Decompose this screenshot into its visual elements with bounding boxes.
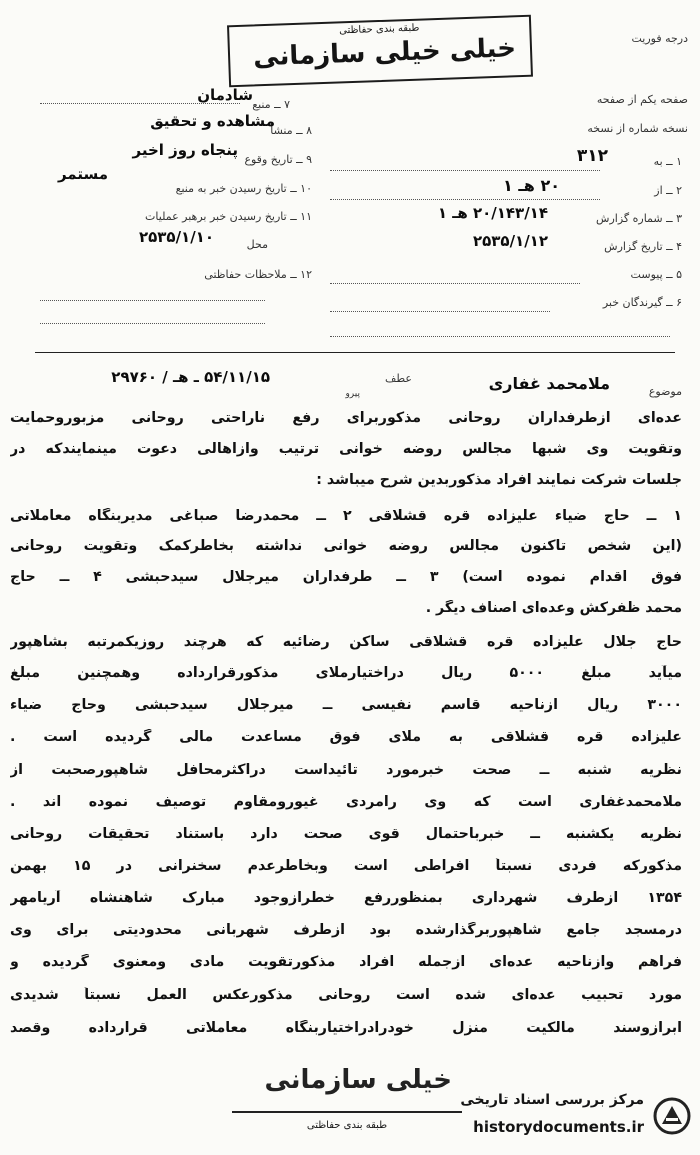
footer-stamp-scrawl: خیلی سازمانی	[264, 1065, 452, 1095]
body-line: مذکورکه فردی نسبتاً افراطی است وبخاطرعدم سخنرانی در ۱۵ بهمن	[10, 858, 682, 874]
archive-name: مرکز بررسی اسناد تاریخی	[460, 1092, 644, 1108]
dotted-line	[40, 103, 240, 104]
item-report-no-value: ۲۰/۱۴۳/۱۴ هـ ۱	[437, 204, 548, 222]
subject-value: ملامحمد غفاری	[488, 374, 610, 393]
item-ops-value: ۲۵۳۵/۱/۱۰	[138, 228, 214, 246]
body-line: فراهم وازناحیه عده‌ای ازجمله افراد مذکورتقویت مادی ومعنوی گردیده و	[10, 954, 682, 970]
body-line: عده‌ای ازطرفداران روحانی مذکوربرای رفع ناراحتی روحانی مزبوروحمایت	[10, 410, 682, 426]
body-line: میآید مبلغ ۵۰۰۰ ریال دراختیارملای مذکورقرارداده وهمچنین مبلغ	[10, 665, 682, 681]
page-info: صفحه یکم از صفحه	[596, 93, 688, 106]
pirow-label: پیرو	[345, 389, 360, 399]
stamp-text: خیلی خیلی سازمانی	[252, 33, 517, 73]
body-line: علیزاده قره قشلاقی به ملای فوق مساعدت مالی گردیده است .	[10, 729, 682, 745]
item-report-date-label: ۴ ــ تاریخ گزارش	[604, 240, 682, 253]
item-attach-label: ۵ ــ پیوست	[630, 268, 682, 281]
item-received-label: ۱۰ ــ تاریخ رسیدن خبر به منبع	[175, 182, 312, 195]
dotted-line	[330, 311, 550, 312]
body-line: وتقویت وی شبها مجالس روضه خوانی ترتیب وازاهالی دعوت مینمایندکه در	[10, 441, 682, 457]
body-line: حاج جلال علیزاده قره قشلاقی ساکن رضائیه که هرچند روزیکمرتبه بشاهپور	[10, 634, 682, 650]
body-line: جلسات شرکت نمایند افراد مذکوربدین شرح میباشد :	[316, 472, 682, 488]
footer-stamp-caption: طبقه بندی حفاظتی	[306, 1120, 388, 1131]
archive-watermark	[428, 1088, 696, 1146]
body-line: ۳۰۰۰ ریال ازناحیه قاسم نفیسی ــ میرجلال سیدحبشی وحاج ضیاء	[10, 697, 682, 713]
copy-info: نسخه شماره از نسخه	[587, 122, 688, 135]
dotted-line	[40, 323, 265, 324]
item-source-value: شادمان	[197, 86, 253, 104]
item-from-value: ۲۰ هـ ۱	[503, 176, 560, 195]
body-line: درمسجد جامع شاهپوربرگذارشده بود ازطرف شهربانی محدودیتی برای وی	[10, 922, 682, 938]
classification-stamp	[227, 15, 533, 88]
reference-value: ۵۴/۱۱/۱۵ ـ هـ / ۲۹۷۶۰	[111, 368, 270, 386]
dotted-line	[330, 336, 670, 337]
item-origin-label: ۸ ــ منشأ	[270, 124, 312, 137]
body-line: محمد ظفرکش وعده‌ای اصناف دیگر .	[425, 600, 682, 616]
reference-label: عطف	[385, 372, 412, 385]
item-origin-value: مشاهده و تحقیق	[150, 112, 275, 130]
item-notes-label: ۱۲ ــ ملاحظات حفاظتی	[204, 268, 312, 281]
item-event-value: پنجاه روز اخیر	[132, 141, 238, 159]
body-line: مورد تحبیب عده‌ای شده است روحانی مذکورعکس العمل نسبتاً شدیدی	[10, 987, 682, 1003]
item-ops-label: ۱۱ ــ تاریخ رسیدن خبر برهبر عملیات	[145, 210, 312, 223]
dotted-line	[330, 199, 600, 200]
body-line: نظریه یکشنبه ــ خبرباحتمال قوی صحت دارد باستناد تحقیقات روحانی	[10, 826, 682, 842]
item-source-label: ۷ ــ منبع	[252, 98, 290, 111]
subject-label: موضوع	[648, 385, 682, 398]
item-event-label: ۹ ــ تاریخ وقوع	[244, 153, 312, 166]
archive-url: historydocuments.ir	[473, 1118, 644, 1136]
body-line: ۱ ــ حاج ضیاء علیزاده قره قشلاقی ۲ ــ محمدرضا صباغی مدیربنگاه معاملاتی	[10, 508, 682, 524]
item-report-date-value: ۲۵۳۵/۱/۱۲	[472, 232, 548, 250]
stamp-caption: طبقه بندی حفاظتی	[338, 22, 420, 37]
item-to-value: ۳۱۲	[576, 146, 608, 166]
body-line: ۱۳۵۴ ازطرف شهرداری بمنظوررفع خطرازوجود مبارک شاهنشاه آریامهر	[10, 890, 682, 906]
item-recipients-label: ۶ ــ گیرندگان خبر	[602, 296, 682, 309]
header-divider	[35, 352, 675, 353]
body-line: نظریه شنبه ــ صحت خبرمورد تائیداست دراکثرمحافل شاهپورصحبت از	[10, 762, 682, 778]
item-report-no-label: ۳ ــ شماره گزارش	[596, 212, 682, 225]
priority-label: درجه فوریت	[631, 32, 688, 45]
body-line: فوق اقدام نموده است) ۳ ــ طرفداران میرجلال سیدحبشی ۴ ــ حاج	[10, 569, 682, 585]
dotted-line	[330, 170, 600, 171]
archive-logo-icon	[652, 1096, 692, 1136]
dotted-line	[40, 300, 265, 301]
body-line: ابرازوسند مالکیت منزل خودرادراختیاربنگاه معاملاتی قرارداده وقصد	[10, 1020, 682, 1036]
dotted-line	[330, 283, 580, 284]
item-received-value: مستمر	[57, 165, 108, 183]
body-line: ملامحمدغفاری است که وی رامردی غیورومقاوم توصیف نموده اند .	[10, 794, 682, 810]
item-from-label: ۲ ــ از	[654, 184, 682, 197]
body-line: (این شخص تاکنون مجالس روضه خوانی نداشته بخاطرکمک وتقویت روحانی	[10, 538, 682, 554]
item-place-label: محل	[246, 238, 268, 251]
item-to-label: ۱ ــ به	[653, 155, 682, 168]
